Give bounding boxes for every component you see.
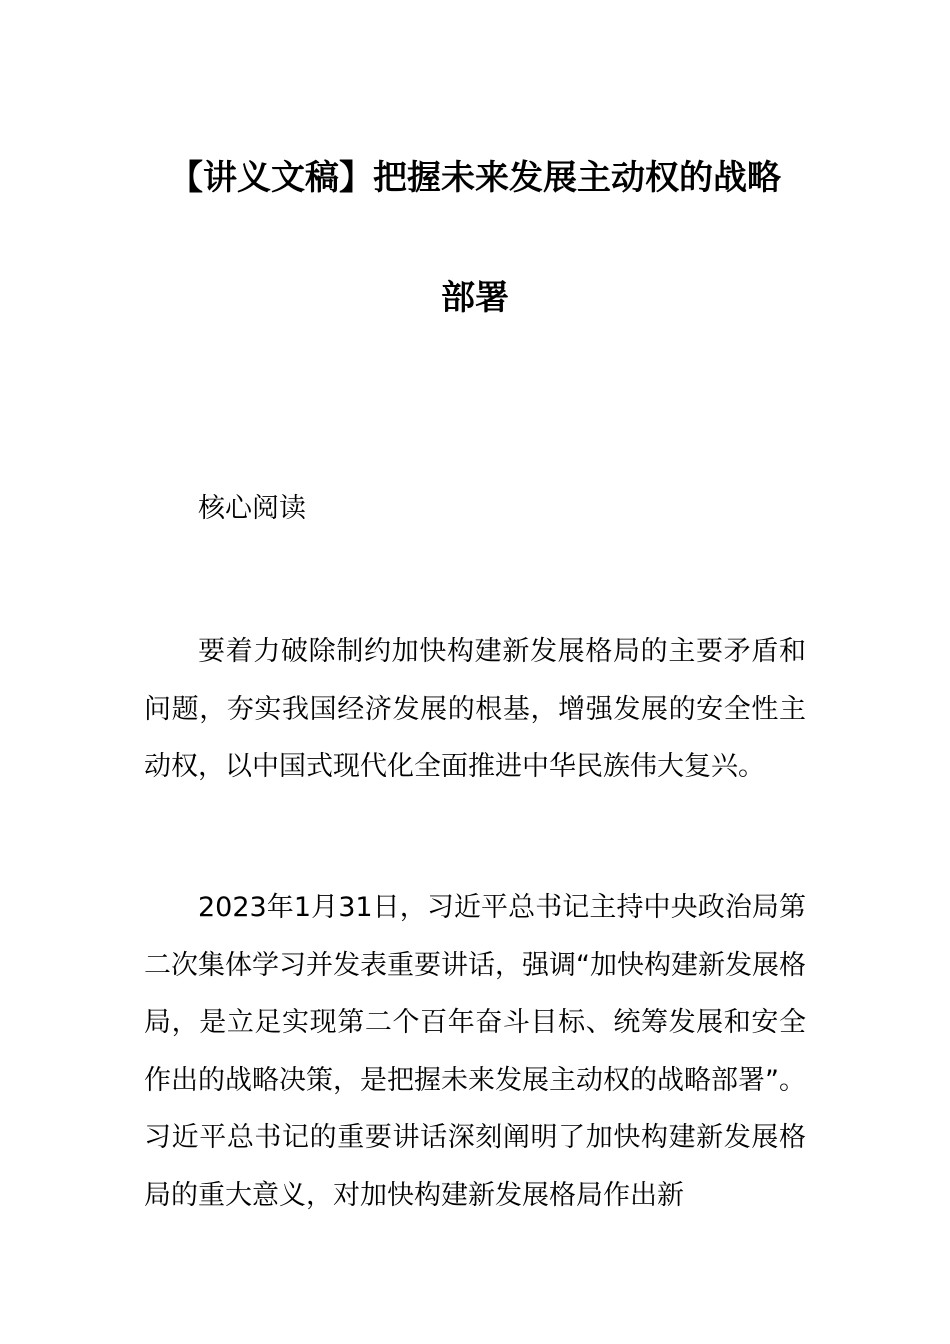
document-title-line-1: 【讲义文稿】把握未来发展主动权的战略 <box>169 158 781 198</box>
section-subheading: 核心阅读 <box>198 493 306 524</box>
paragraph-summary: 要着力破除制约加快构建新发展格局的主要矛盾和问题，夯实我国经济发展的根基，增强发展的安全性主动权，以中国式现代化全面推进中华民族伟大复兴。 <box>144 636 806 782</box>
paragraph-body: 2023年1月31日，习近平总书记主持中央政治局第二次集体学习并发表重要讲话，强调“加快构建新发展格局，是立足实现第二个百年奋斗目标、统筹发展和安全作出的战略决策，是把握未来发展主动权的战略部署”。习近平总书记的重要讲话深刻阐明了加快构建新发展格局的重大意义，对加快构建新发展格局作出新 <box>144 892 806 1211</box>
document-title-line-2: 部署 <box>441 278 509 318</box>
